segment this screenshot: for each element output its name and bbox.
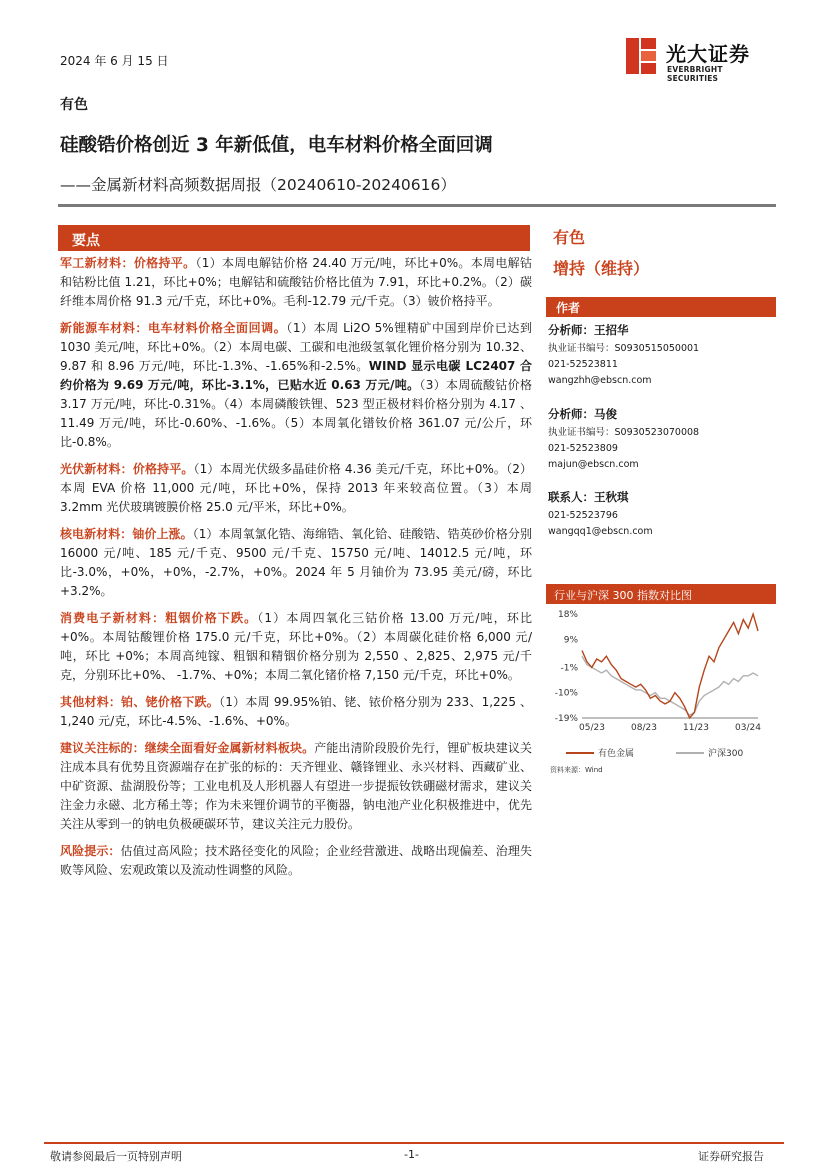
paragraph-ev-materials: [60, 319, 532, 452]
paragraph-lead: 光伏新材料：价格持平。: [60, 462, 194, 476]
logo-english-name: EVERBRIGHT SECURITIES: [667, 65, 723, 83]
index-comparison-chart: [546, 606, 776, 786]
author-phone: 021-52523809: [548, 443, 618, 454]
logo-chinese-name: 光大证券: [666, 42, 750, 66]
paragraph-recommendations: [60, 739, 532, 834]
x-tick-label: 05/23: [579, 723, 605, 733]
series-line: [582, 614, 758, 718]
series-line: [582, 656, 758, 715]
key-points-title: 要点: [72, 233, 100, 249]
contact-phone: 021-52523796: [548, 510, 618, 521]
paragraph-text: 估值过高风险；技术路径变化的风险；企业经营激进、战略出现偏差、治理失败等风险、宏观政策以及流动性调整的风险。: [60, 844, 532, 877]
author-email[interactable]: wangzhh@ebscn.com: [548, 375, 652, 386]
author-phone: 021-52523811: [548, 359, 618, 370]
authors-header-bar: [546, 297, 776, 317]
y-tick-label: -10%: [554, 688, 578, 699]
contact-email[interactable]: wangqq1@ebscn.com: [548, 526, 653, 537]
page-number: -1-: [404, 1148, 419, 1161]
paragraph-lead: 建议关注标的：继续全面看好金属新材料板块。: [60, 741, 315, 755]
y-tick-label: 9%: [563, 635, 578, 646]
contact-name: 联系人：王秋琪: [548, 490, 629, 504]
author-block: [548, 322, 774, 389]
paragraph-text: （1）本周光伏级多晶硅价格 4.36 美元/千克，环比+0%。（2）本周 EVA 价格 11,000 元/吨，环比+0%，保持 2013 年来较高位置。（3）本周 3.2mm 光伏玻璃镀膜价格 25.0 元/平米，环比+0%。: [60, 462, 532, 514]
author-name: 分析师：王招华: [548, 323, 629, 337]
header-divider: [58, 204, 776, 207]
report-subtitle: ——金属新材料高频数据周报（20240610-20240616）: [60, 176, 456, 194]
report-date: 2024 年 6 月 15 日: [60, 54, 169, 68]
x-tick-label: 03/24: [735, 723, 761, 733]
paragraph-pv-materials: [60, 460, 532, 517]
paragraph-lead: 新能源车材料：电车材料价格全面回调。: [60, 321, 287, 335]
authors-title: 作者: [556, 301, 581, 315]
paragraph-text: （1）本周氧氯化锆、海绵锆、氧化铪、硅酸锆、锆英砂价格分别 16000 元/吨、185 元/千克、9500 元/千克、15750 元/吨、14012.5 元/吨，环比-3.0%，+0%，+0%，-2.7%，+0%。2024 年 5 月铀价为 73.95 美元/磅，环比+3.2%。: [60, 527, 532, 598]
author-license: 执业证书编号：S0930515050001: [548, 343, 700, 354]
paragraph-text: （1）本周电解钴价格 24.40 万元/吨，环比+0%。本周电解钴和钴粉比值 1.21，环比+0%；电解钴和硫酸钴价格比值为 7.91，环比+0.2%。（2）碳纤维本周价格 91.3 元/千克，环比+0%。毛利-12.79 元/千克。（3）铍价格持平。: [60, 256, 532, 308]
industry-label: 有色: [60, 97, 88, 113]
legend-label-nonferrous: 有色金属: [598, 749, 635, 759]
paragraph-text: （3）本周硫酸钴价格 3.17 万元/吨，环比-0.31%。（4）本周磷酸铁锂、523 型正极材料价格分别为 4.17 、11.49 万元/吨，环比-0.60%、-1.6%。（5）本周氧化镨钕价格 361.07 元/公斤，环比-0.8%。: [60, 378, 532, 449]
key-points-body: [60, 254, 532, 888]
contact-block: [548, 489, 774, 540]
paragraph-lead: 军工新材料：价格持平。: [60, 256, 196, 270]
paragraph-risks: [60, 842, 532, 880]
chart-title: 行业与沪深 300 指数对比图: [554, 589, 692, 602]
footer-divider: [44, 1142, 784, 1144]
x-tick-label: 11/23: [683, 723, 709, 733]
chart-source: 资料来源：Wind: [550, 766, 603, 774]
paragraph-lead: 风险提示：: [60, 844, 121, 858]
y-tick-label: 18%: [557, 610, 578, 620]
legend-label-csi300: 沪深300: [708, 749, 744, 759]
footer-disclaimer: 敬请参阅最后一页特别声明: [50, 1150, 182, 1163]
everbright-logo: [626, 36, 776, 83]
paragraph-lead: 核电新材料：铀价上涨。: [60, 527, 193, 541]
author-license: 执业证书编号：S0930523070008: [548, 427, 700, 438]
x-tick-label: 08/23: [631, 723, 657, 733]
paragraph-text: 产能出清阶段股价先行，锂矿板块建议关注成本具有优势且资源端存在扩张的标的：天齐锂业、赣锋锂业、永兴材料、西藏矿业、中矿资源、盐湖股份等；工业电机及人形机器人有望进一步提振钕铁硼磁材需求，建议关注金力永磁、北方稀土等；作为未来锂价调节的平衡器，钠电池产业化积极推进中，优先关注从零到一的钠电负极硬碳环节，建议关注元力股份。: [60, 741, 532, 831]
footer-report-type: 证券研究报告: [698, 1150, 764, 1163]
paragraph-lead: 其他材料：铂、铑价格下跌。: [60, 695, 220, 709]
paragraph-text: （1）本周四氧化三钴价格 13.00 万元/吨，环比+0%。本周钴酸锂价格 175.0 元/千克，环比+0%。（2）本周碳化硅价格 6,000 元/吨，环比 +0%；本周高纯镓、粗铟和精铟价格分别为 2,550 、2,825、2,975 元/千克，分别环比+0%、 -1.7%、+0%；本周二氧化锗价格 7,150 元/千克，环比+0%。: [60, 611, 532, 682]
report-title: 硅酸锆价格创近 3 年新低值，电车材料价格全面回调: [60, 135, 493, 156]
author-name: 分析师：马俊: [548, 407, 617, 421]
author-block: [548, 406, 774, 473]
y-tick-label: -19%: [554, 714, 578, 724]
paragraph-other-materials: [60, 693, 532, 731]
paragraph-lead: 消费电子新材料：粗铟价格下跌。: [60, 611, 258, 625]
paragraph-nuclear-materials: [60, 525, 532, 601]
paragraph-military-materials: [60, 254, 532, 311]
key-points-header-bar: [58, 225, 530, 251]
author-email[interactable]: majun@ebscn.com: [548, 459, 639, 470]
paragraph-bold-text: WIND 显示电碳 LC2407 合约价格为 9.69 万元/吨，环比-3.1%，已贴水近 0.63 万元/吨。: [60, 359, 533, 392]
paragraph-consumer-electronics: [60, 609, 532, 685]
y-tick-label: -1%: [560, 663, 578, 674]
rating-industry: 有色: [553, 228, 586, 247]
paragraph-text: （1）本周 99.95%铂、铑、铱价格分别为 233、1,225 、1,240 元/克，环比-4.5%、-1.6%、+0%。: [60, 695, 532, 728]
logo-mark-icon: [626, 36, 656, 76]
rating-value: 增持（维持）: [553, 259, 650, 278]
paragraph-text: （1）本周 Li2O 5%锂精矿中国到岸价已达到 1030 美元/吨，环比+0%。（2）本周电碳、工碳和电池级氢氧化锂价格分别为 10.32、9.87 和 8.96 万元/吨，环比-1.3%、-1.65%和-2.5%。: [60, 321, 532, 373]
